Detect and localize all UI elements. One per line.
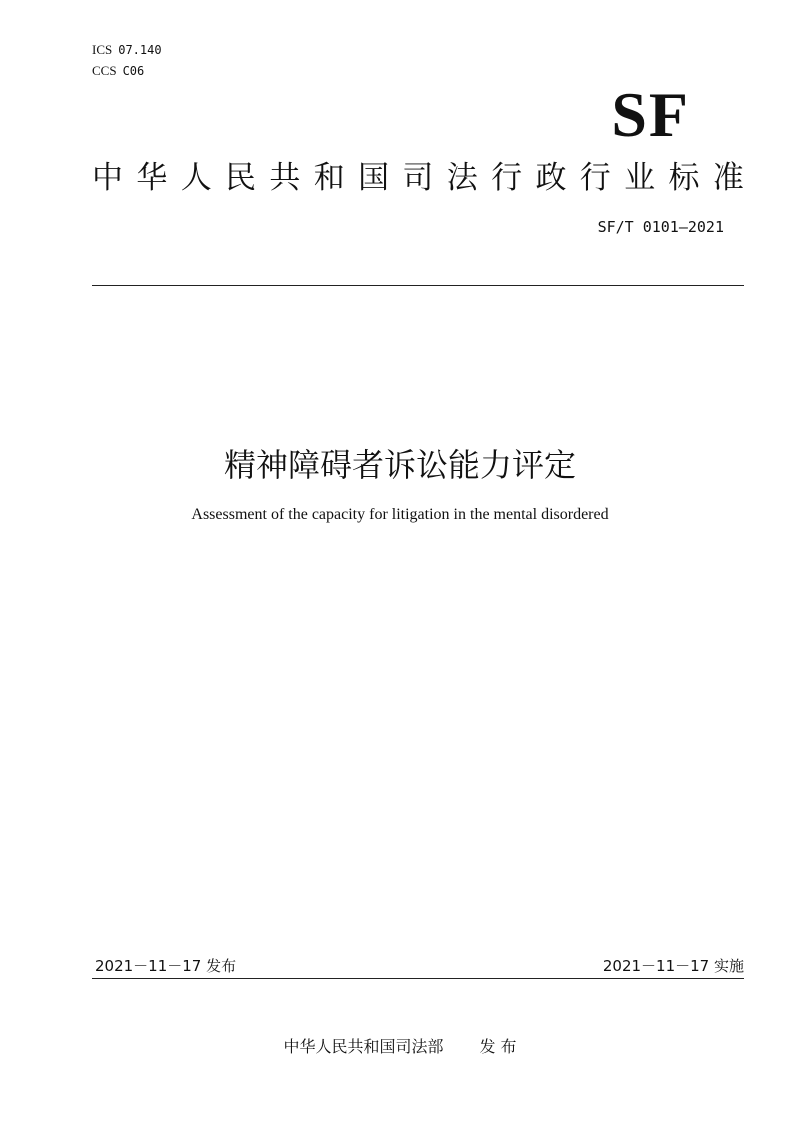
issuer-name: 中华人民共和国司法部 [283,1037,444,1056]
standard-title-char: 中 [92,160,123,196]
ccs-code [92,61,162,82]
standard-title-char: 业 [624,160,656,196]
top-divider [92,285,744,286]
standard-title-char: 行 [579,160,611,196]
issuer-line [0,1034,800,1057]
publish-date: 2021－11－17 发布 [95,957,237,975]
issuer-action: 发 布 [479,1037,517,1056]
standard-title-char: 标 [668,160,700,196]
document-title: 精神障碍者诉讼能力评定 [223,446,576,484]
standard-title-char: 共 [269,160,301,196]
ccs-label: CCS [92,63,117,78]
standard-title-char: 政 [535,160,567,196]
ics-label: ICS [92,42,113,57]
ics-code [92,40,162,61]
ics-value: 07.140 [118,43,162,57]
classification-codes [92,40,162,82]
effective-date: 2021－11－17 实施 [602,957,744,975]
standard-title-char: 司 [402,160,434,196]
ccs-value: C06 [122,64,145,78]
standard-title-char: 行 [491,160,523,196]
standard-title-char: 国 [358,160,390,196]
standard-title-char: 民 [225,160,257,196]
standard-category-title [92,152,744,197]
standard-title-char: 准 [712,160,744,196]
standard-number: SF/T 0101—2021 [597,218,724,236]
standard-title-char: 和 [313,160,345,196]
standard-title-char: 人 [180,160,212,196]
standard-title-char: 华 [136,160,168,196]
bottom-divider [92,978,744,979]
standard-title-char: 法 [446,160,478,196]
sf-logo: SF [611,79,690,150]
document-subtitle: Assessment of the capacity for litigation in the mental disordered [191,506,609,523]
